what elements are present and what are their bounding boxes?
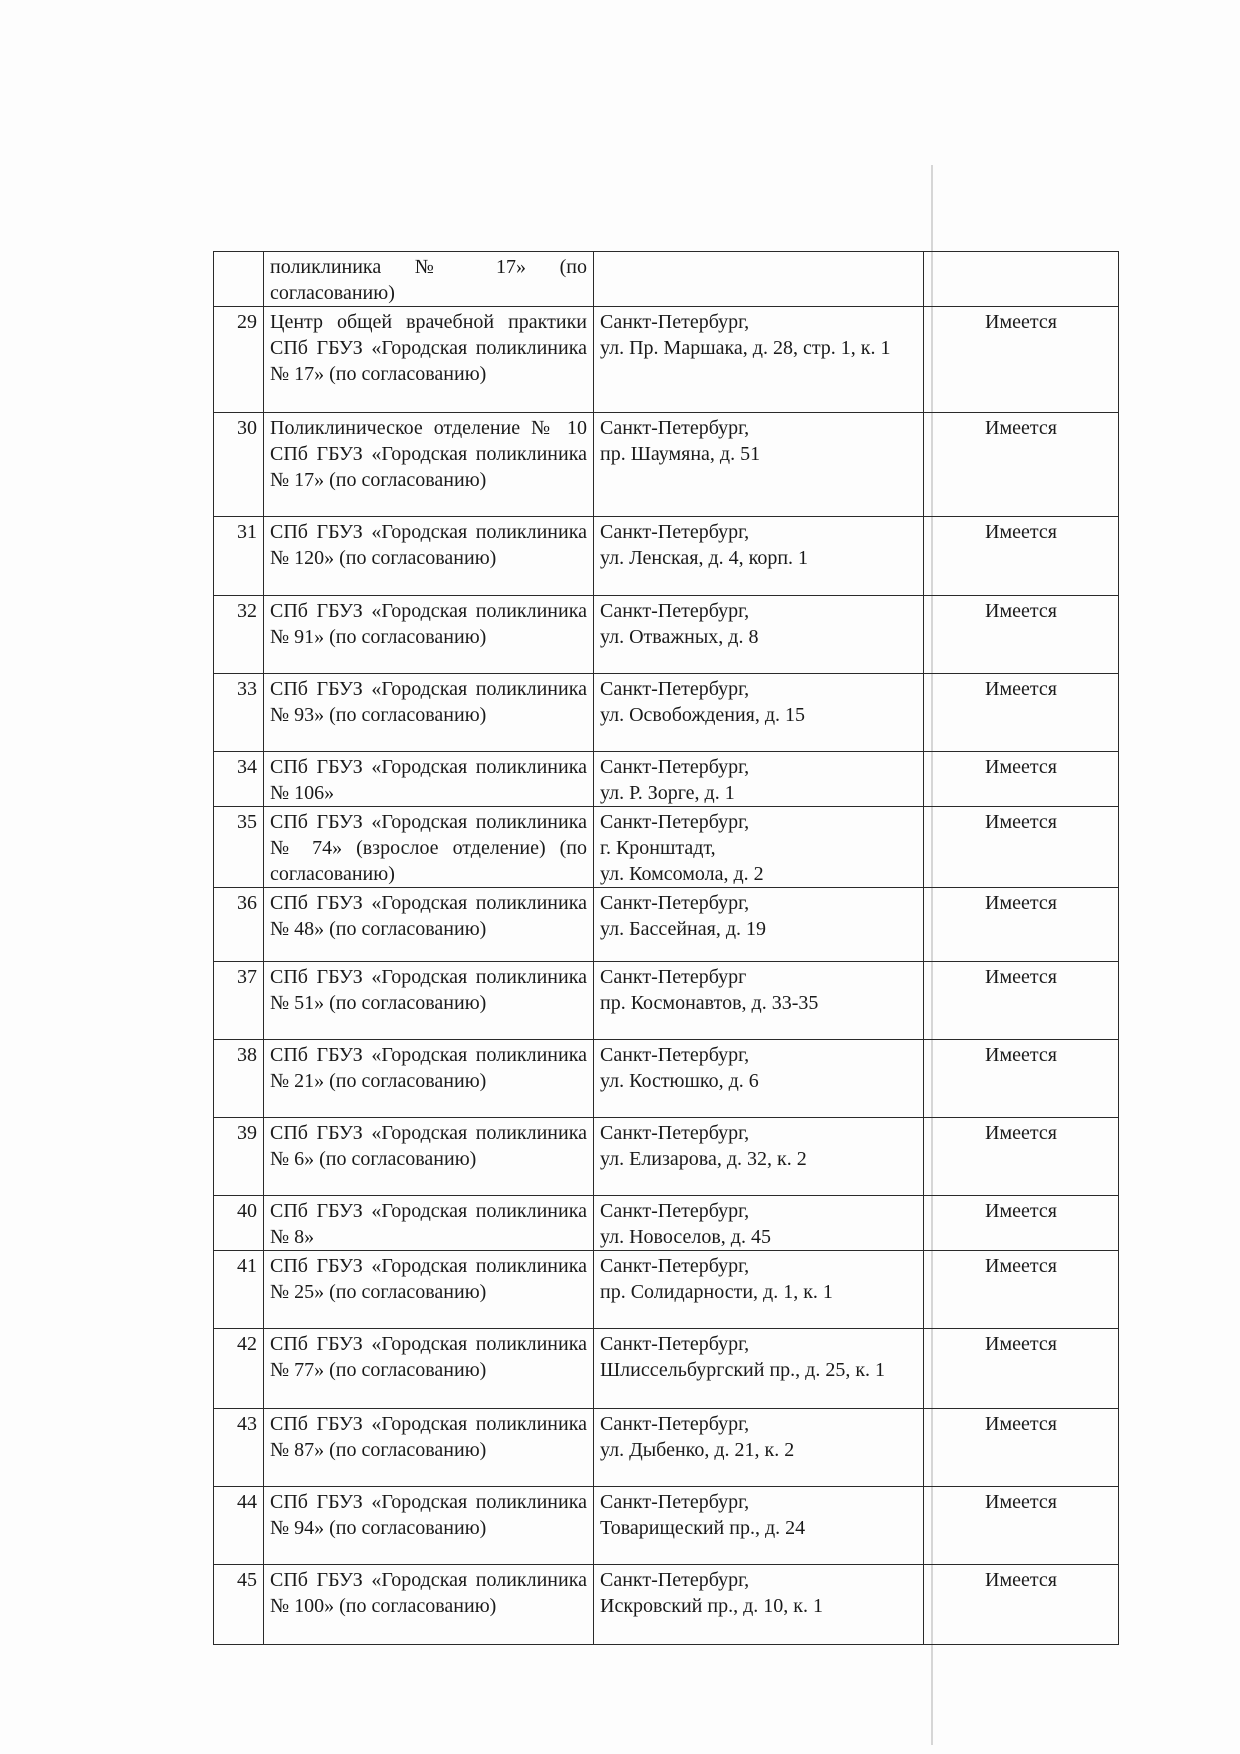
row-number: 43 — [214, 1409, 264, 1487]
clinic-name: Поликлиническое отделение № 10 СПб ГБУЗ «Городская поликлиника № 17» (по согласованию) — [264, 413, 594, 517]
availability-status: Имеется — [924, 1196, 1119, 1251]
availability-status: Имеется — [924, 674, 1119, 752]
row-number: 44 — [214, 1487, 264, 1565]
availability-status: Имеется — [924, 1118, 1119, 1196]
table-row — [214, 413, 1119, 517]
availability-status: Имеется — [924, 807, 1119, 888]
availability-status: Имеется — [924, 752, 1119, 807]
table-row — [214, 252, 1119, 307]
clinic-address — [594, 413, 924, 517]
availability-status: Имеется — [924, 962, 1119, 1040]
clinic-address — [594, 1329, 924, 1409]
address-line: ул. Новоселов, д. 45 — [600, 1226, 771, 1248]
address-line: Санкт-Петербург, — [600, 811, 750, 833]
row-number: 33 — [214, 674, 264, 752]
clinic-address — [594, 1251, 924, 1329]
row-number: 42 — [214, 1329, 264, 1409]
table-row — [214, 517, 1119, 596]
clinic-name: СПб ГБУЗ «Городская поликлиника № 100» (по согласованию) — [264, 1565, 594, 1645]
availability-status: Имеется — [924, 1409, 1119, 1487]
clinic-address — [594, 1118, 924, 1196]
row-number: 31 — [214, 517, 264, 596]
clinic-address — [594, 307, 924, 413]
address-line: ул. Ленская, д. 4, корп. 1 — [600, 547, 809, 569]
clinic-name: СПб ГБУЗ «Городская поликлиника № 25» (по согласованию) — [264, 1251, 594, 1329]
clinic-name: СПб ГБУЗ «Городская поликлиника № 106» — [264, 752, 594, 807]
availability-status: Имеется — [924, 1487, 1119, 1565]
clinic-name: СПб ГБУЗ «Городская поликлиника № 87» (по согласованию) — [264, 1409, 594, 1487]
row-number: 30 — [214, 413, 264, 517]
availability-status: Имеется — [924, 1329, 1119, 1409]
address-line: Санкт-Петербург — [600, 966, 747, 988]
clinic-name: СПб ГБУЗ «Городская поликлиника № 48» (по согласованию) — [264, 888, 594, 962]
table-row — [214, 807, 1119, 888]
clinic-name: СПб ГБУЗ «Городская поликлиника № 93» (по согласованию) — [264, 674, 594, 752]
availability-status: Имеется — [924, 1040, 1119, 1118]
address-line: ул. Елизарова, д. 32, к. 2 — [600, 1148, 807, 1170]
address-line: Товарищеский пр., д. 24 — [600, 1517, 806, 1539]
address-line: Санкт-Петербург, — [600, 678, 750, 700]
table-row — [214, 307, 1119, 413]
table-row — [214, 888, 1119, 962]
availability-status: Имеется — [924, 307, 1119, 413]
address-line: Искровский пр., д. 10, к. 1 — [600, 1595, 823, 1617]
address-line: Санкт-Петербург, — [600, 1044, 750, 1066]
clinic-name: СПб ГБУЗ «Городская поликлиника № 8» — [264, 1196, 594, 1251]
table-row — [214, 1118, 1119, 1196]
row-number: 39 — [214, 1118, 264, 1196]
clinic-address — [594, 1487, 924, 1565]
clinics-table-body — [214, 252, 1119, 1645]
address-line: пр. Космонавтов, д. 33-35 — [600, 992, 819, 1014]
clinic-address — [594, 1196, 924, 1251]
row-number: 37 — [214, 962, 264, 1040]
clinic-address — [594, 517, 924, 596]
address-line: Санкт-Петербург, — [600, 756, 750, 778]
row-number: 41 — [214, 1251, 264, 1329]
address-line: Санкт-Петербург, — [600, 417, 750, 439]
clinic-address — [594, 1409, 924, 1487]
table-row — [214, 1040, 1119, 1118]
address-line: Санкт-Петербург, — [600, 1122, 750, 1144]
clinic-name: СПб ГБУЗ «Городская поликлиника № 74» (взрослое отделение) (по согласованию) — [264, 807, 594, 888]
clinic-address — [594, 596, 924, 674]
clinic-address — [594, 888, 924, 962]
table-row — [214, 962, 1119, 1040]
row-number: 35 — [214, 807, 264, 888]
clinic-name: Центр общей врачебной практики СПб ГБУЗ «Городская поликлиника № 17» (по согласованию) — [264, 307, 594, 413]
availability-status: Имеется — [924, 517, 1119, 596]
address-line: Санкт-Петербург, — [600, 1255, 750, 1277]
address-line: ул. Пр. Маршака, д. 28, стр. 1, к. 1 — [600, 337, 891, 359]
table-row — [214, 674, 1119, 752]
address-line: ул. Отважных, д. 8 — [600, 626, 759, 648]
availability-status: Имеется — [924, 888, 1119, 962]
table-row — [214, 1251, 1119, 1329]
address-line: Санкт-Петербург, — [600, 600, 750, 622]
availability-status: Имеется — [924, 413, 1119, 517]
row-number: 40 — [214, 1196, 264, 1251]
row-number: 34 — [214, 752, 264, 807]
address-line: пр. Солидарности, д. 1, к. 1 — [600, 1281, 833, 1303]
clinic-name: СПб ГБУЗ «Городская поликлиника № 94» (по согласованию) — [264, 1487, 594, 1565]
clinics-table — [213, 251, 1119, 1645]
address-line: Санкт-Петербург, — [600, 1333, 750, 1355]
clinic-name: СПб ГБУЗ «Городская поликлиника № 120» (по согласованию) — [264, 517, 594, 596]
address-line: Санкт-Петербург, — [600, 521, 750, 543]
address-line: Санкт-Петербург, — [600, 1200, 750, 1222]
row-number — [214, 252, 264, 307]
clinic-address — [594, 962, 924, 1040]
address-line: пр. Шаумяна, д. 51 — [600, 443, 761, 465]
table-row — [214, 1329, 1119, 1409]
address-line: Санкт-Петербург, — [600, 311, 750, 333]
table-row — [214, 1565, 1119, 1645]
availability-status — [924, 252, 1119, 307]
availability-status: Имеется — [924, 1251, 1119, 1329]
clinic-name: СПб ГБУЗ «Городская поликлиника № 91» (по согласованию) — [264, 596, 594, 674]
row-number: 36 — [214, 888, 264, 962]
row-number: 32 — [214, 596, 264, 674]
clinic-address — [594, 252, 924, 307]
address-line: ул. Освобождения, д. 15 — [600, 704, 806, 726]
clinic-name: СПб ГБУЗ «Городская поликлиника № 51» (по согласованию) — [264, 962, 594, 1040]
clinic-name: СПб ГБУЗ «Городская поликлиника № 6» (по согласованию) — [264, 1118, 594, 1196]
table-row — [214, 752, 1119, 807]
address-line: Санкт-Петербург, — [600, 1491, 750, 1513]
clinic-name: СПб ГБУЗ «Городская поликлиника № 21» (по согласованию) — [264, 1040, 594, 1118]
address-line: Шлиссельбургский пр., д. 25, к. 1 — [600, 1359, 886, 1381]
row-number: 38 — [214, 1040, 264, 1118]
availability-status: Имеется — [924, 596, 1119, 674]
table-row — [214, 1196, 1119, 1251]
address-line: Санкт-Петербург, — [600, 1413, 750, 1435]
clinic-name: поликлиника № 17» (по согласованию) — [264, 252, 594, 307]
address-line: ул. Комсомола, д. 2 — [600, 863, 764, 885]
table-row — [214, 1409, 1119, 1487]
clinic-address — [594, 807, 924, 888]
address-line: г. Кронштадт, — [600, 837, 716, 859]
address-line: ул. Дыбенко, д. 21, к. 2 — [600, 1439, 795, 1461]
clinic-name: СПб ГБУЗ «Городская поликлиника № 77» (по согласованию) — [264, 1329, 594, 1409]
row-number: 29 — [214, 307, 264, 413]
clinic-address — [594, 752, 924, 807]
table-row — [214, 596, 1119, 674]
table-row — [214, 1487, 1119, 1565]
address-line: Санкт-Петербург, — [600, 1569, 750, 1591]
clinic-address — [594, 1040, 924, 1118]
address-line: ул. Бассейная, д. 19 — [600, 918, 766, 940]
clinic-address — [594, 674, 924, 752]
clinic-address — [594, 1565, 924, 1645]
availability-status: Имеется — [924, 1565, 1119, 1645]
row-number: 45 — [214, 1565, 264, 1645]
address-line: Санкт-Петербург, — [600, 892, 750, 914]
address-line: ул. Р. Зорге, д. 1 — [600, 782, 735, 804]
address-line: ул. Костюшко, д. 6 — [600, 1070, 759, 1092]
